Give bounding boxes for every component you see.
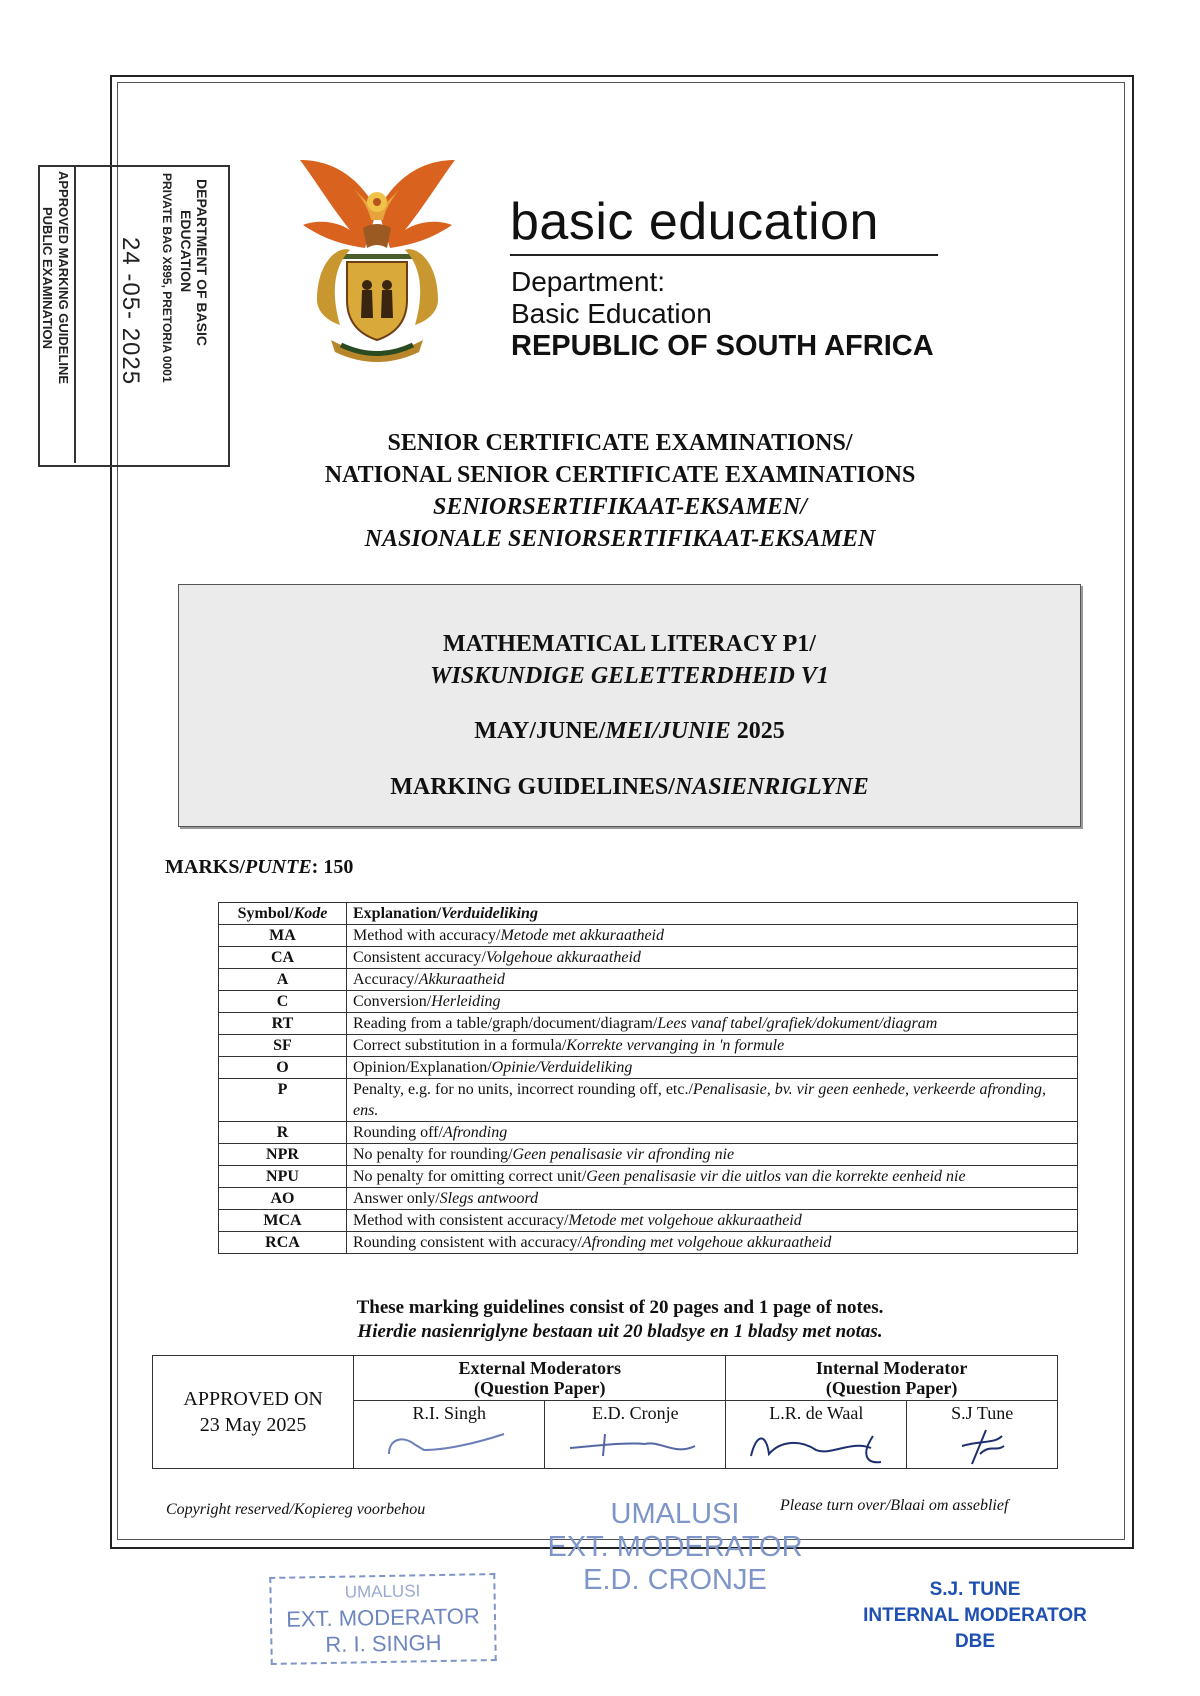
- table-row: [219, 1166, 1078, 1188]
- code-symbol: A: [219, 969, 347, 991]
- session-year: 2025: [730, 718, 785, 744]
- guidelines-english: MARKING GUIDELINES/: [390, 774, 675, 800]
- tune-stamp-line-2: INTERNAL MODERATOR: [863, 1605, 1087, 1626]
- name-de-waal: L.R. de Waal: [769, 1403, 864, 1423]
- code-symbol: MA: [219, 925, 347, 947]
- code-explanation: Correct substitution in a formula/Korrekte vervanging in 'n formule: [347, 1035, 1078, 1057]
- code-explanation: Rounding consistent with accuracy/Afronding met volgehoue akkuraatheid: [347, 1232, 1078, 1254]
- code-symbol: AO: [219, 1188, 347, 1210]
- moderator-singh: [354, 1401, 545, 1469]
- stamp-date: 24 -05- 2025: [117, 237, 144, 386]
- code-symbol: C: [219, 991, 347, 1013]
- code-explanation: Method with consistent accuracy/Metode met volgehoue akkuraatheid: [347, 1210, 1078, 1232]
- session-afrikaans: MEI/JUNIE: [605, 718, 731, 744]
- page-count-note-afrikaans: Hierdie nasienriglyne bestaan uit 20 bladsye en 1 bladsy met notas.: [357, 1321, 883, 1342]
- exam-heading-3: SENIORSERTIFIKAAT-EKSAMEN/: [433, 494, 807, 520]
- marking-guidelines-title: [179, 774, 1080, 801]
- umalusi-cronje-stamp: [540, 1498, 810, 1597]
- int-sub: (Question Paper): [825, 1378, 958, 1398]
- approved-label: APPROVED ON: [183, 1388, 323, 1410]
- name-cronje: E.D. Cronje: [592, 1403, 679, 1423]
- table-row: [219, 969, 1078, 991]
- internal-moderator-header: [726, 1356, 1058, 1401]
- code-explanation: Rounding off/Afronding: [347, 1122, 1078, 1144]
- brand-name: basic education: [510, 193, 879, 251]
- table-row: [219, 925, 1078, 947]
- coat-of-arms-logo: [295, 150, 460, 375]
- stamp-line-1: DEPARTMENT OF BASIC: [194, 179, 210, 346]
- umalusi-cronje-line-2: EXT. MODERATOR: [547, 1531, 803, 1563]
- external-moderators-header: [354, 1356, 726, 1401]
- umalusi-cronje-line-1: UMALUSI: [610, 1498, 740, 1530]
- stamp-line-3: PRIVATE BAG X895, PRETORIA 0001: [160, 173, 174, 383]
- department-label: Department:: [511, 266, 666, 297]
- moderator-cronje: [545, 1401, 726, 1469]
- umalusi-singh-line-1: UMALUSI: [344, 1581, 421, 1602]
- stamp-line-2: EDUCATION: [178, 210, 194, 293]
- marks-label-english: MARKS/: [165, 856, 245, 878]
- guidelines-afrikaans: NASIENRIGLYNE: [674, 774, 869, 800]
- code-explanation: Answer only/Slegs antwoord: [347, 1188, 1078, 1210]
- marking-codes-table: [218, 902, 1078, 1254]
- umalusi-cronje-line-3: E.D. CRONJE: [583, 1564, 767, 1596]
- approved-on-cell: [153, 1356, 354, 1469]
- table-row: [219, 1188, 1078, 1210]
- code-symbol: SF: [219, 1035, 347, 1057]
- brand-underline: [510, 254, 938, 256]
- internal-moderator-stamp: [860, 1577, 1090, 1655]
- exam-heading-2: NATIONAL SENIOR CERTIFICATE EXAMINATIONS: [324, 462, 916, 488]
- code-explanation: Penalty, e.g. for no units, incorrect rounding off, etc./Penalisasie, bv. vir geen eenhede, verkeerde afronding, ens.: [347, 1079, 1078, 1122]
- table-row: [219, 1013, 1078, 1035]
- code-explanation: Consistent accuracy/Volgehoue akkuraatheid: [347, 947, 1078, 969]
- code-explanation: Method with accuracy/Metode met akkuraatheid: [347, 925, 1078, 947]
- signature-tune: [942, 1426, 1022, 1466]
- code-symbol: NPR: [219, 1144, 347, 1166]
- copyright-notice: Copyright reserved/Kopiereg voorbehou: [166, 1501, 426, 1518]
- table-row: [219, 991, 1078, 1013]
- table-row: [219, 1057, 1078, 1079]
- signature-de-waal: [741, 1426, 891, 1466]
- code-symbol: O: [219, 1057, 347, 1079]
- code-explanation: Conversion/Herleiding: [347, 991, 1078, 1013]
- header-symbol: Symbol/Kode: [219, 903, 347, 925]
- table-row: [219, 1122, 1078, 1144]
- table-header-row: [219, 903, 1078, 925]
- moderator-tune: [907, 1401, 1058, 1469]
- int-title: Internal Moderator: [815, 1358, 968, 1378]
- stamp-divider: [74, 165, 76, 463]
- code-explanation: No penalty for omitting correct unit/Geen penalisasie vir die uitlos van die korrekte eenheid nie: [347, 1166, 1078, 1188]
- exam-heading-4: NASIONALE SENIORSERTIFIKAAT-EKSAMEN: [364, 526, 876, 552]
- header-explanation: Explanation/Verduideliking: [347, 903, 1078, 925]
- turn-over-note: Please turn over/Blaai om asseblief: [780, 1497, 1009, 1514]
- code-explanation: No penalty for rounding/Geen penalisasie vir afronding nie: [347, 1144, 1078, 1166]
- umalusi-singh-line-3: R. I. SINGH: [325, 1629, 442, 1658]
- page-count-note-english: These marking guidelines consist of 20 pages and 1 page of notes.: [356, 1297, 884, 1318]
- stamp-line-4: APPROVED MARKING GUIDELINE: [56, 171, 71, 385]
- code-explanation: Reading from a table/graph/document/diagram/Lees vanaf tabel/grafiek/dokument/diagram: [347, 1013, 1078, 1035]
- subject-title-box: [178, 584, 1081, 827]
- subject-afrikaans: WISKUNDIGE GELETTERDHEID V1: [430, 663, 829, 689]
- code-symbol: MCA: [219, 1210, 347, 1232]
- name-tune: S.J Tune: [951, 1403, 1014, 1423]
- signature-singh: [384, 1426, 514, 1462]
- umalusi-singh-line-2: EXT. MODERATOR: [285, 1603, 480, 1632]
- code-symbol: RCA: [219, 1232, 347, 1254]
- subject-english: MATHEMATICAL LITERACY P1/: [443, 631, 816, 657]
- exam-heading-1: SENIOR CERTIFICATE EXAMINATIONS/: [387, 430, 853, 456]
- code-symbol: R: [219, 1122, 347, 1144]
- code-symbol: CA: [219, 947, 347, 969]
- table-row: [219, 947, 1078, 969]
- table-row: [219, 1210, 1078, 1232]
- marks-value: : 150: [311, 856, 354, 878]
- exam-session: [179, 718, 1080, 745]
- table-row: [219, 1079, 1078, 1122]
- code-symbol: RT: [219, 1013, 347, 1035]
- approval-table: [152, 1355, 1058, 1469]
- department-approval-stamp: [38, 165, 228, 465]
- tune-stamp-line-3: DBE: [954, 1631, 996, 1652]
- ext-title: External Moderators: [458, 1358, 621, 1378]
- tune-stamp-line-1: S.J. TUNE: [929, 1579, 1021, 1600]
- table-row: [219, 1035, 1078, 1057]
- total-marks: [165, 856, 353, 879]
- ext-sub: (Question Paper): [474, 1378, 606, 1398]
- country-name: REPUBLIC OF SOUTH AFRICA: [511, 330, 934, 362]
- umalusi-singh-stamp: [269, 1573, 497, 1665]
- code-explanation: Accuracy/Akkuraatheid: [347, 969, 1078, 991]
- code-symbol: P: [219, 1079, 347, 1122]
- marks-label-afrikaans: PUNTE: [245, 856, 312, 878]
- moderator-de-waal: [726, 1401, 907, 1469]
- session-english: MAY/JUNE/: [474, 718, 606, 744]
- signature-cronje: [565, 1426, 705, 1462]
- name-singh: R.I. Singh: [412, 1403, 487, 1423]
- approved-date: 23 May 2025: [199, 1414, 307, 1436]
- code-symbol: NPU: [219, 1166, 347, 1188]
- code-explanation: Opinion/Explanation/Opinie/Verduideliking: [347, 1057, 1078, 1079]
- table-row: [219, 1232, 1078, 1254]
- table-row: [219, 1144, 1078, 1166]
- department-name: Basic Education: [511, 298, 712, 329]
- stamp-line-5: PUBLIC EXAMINATION: [40, 207, 55, 350]
